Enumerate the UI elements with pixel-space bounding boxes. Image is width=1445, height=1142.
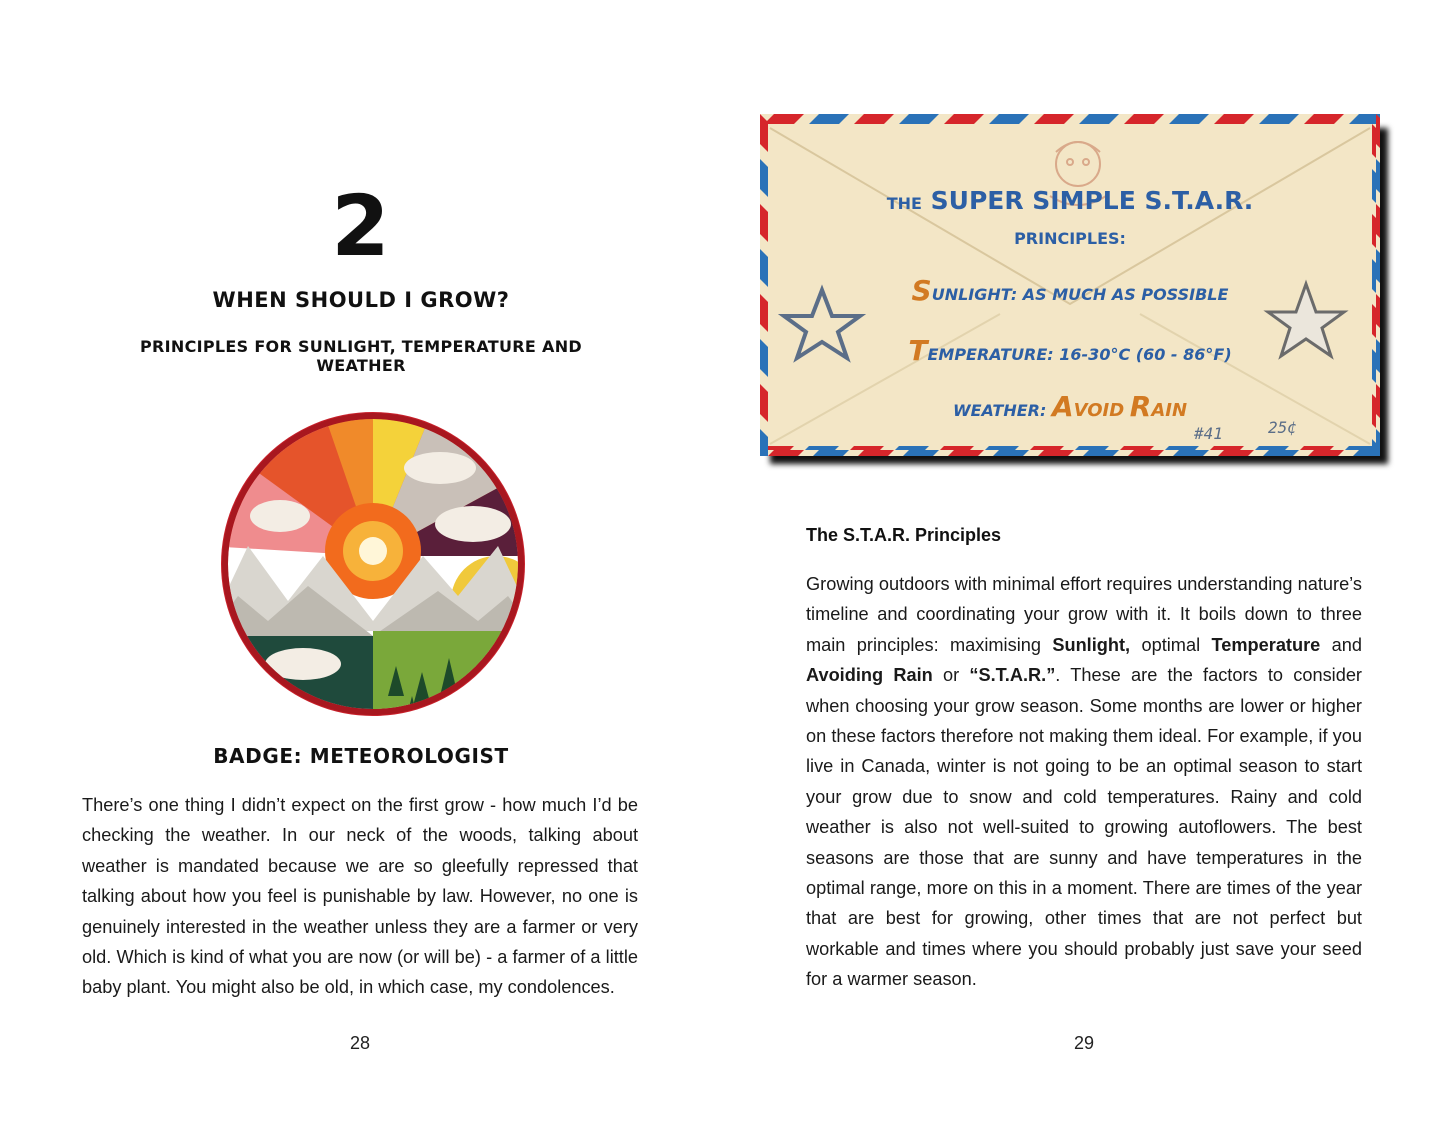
bold-temperature: Temperature [1211, 634, 1321, 655]
body-part-2: optimal [1130, 634, 1212, 655]
envelope-temperature-line [760, 334, 1380, 367]
chapter-title: WHEN SHOULD I GROW? [212, 288, 510, 312]
envelope-sunlight-line [760, 274, 1380, 307]
body-part-5: . These are the factors to consider when choosing your grow season. Some months are lower or higher on these factors therefore not making them ideal. For example, if you live in Canada, winter is not going to be an optimal season to start your grow due to snow and cold temperatures. Rainy and cold weather is also not well-suited to growing autoflowers. The best seasons are those that are sunny and have temperatures in the optimal range, more on this in a moment. There are times of the year that are best for growing, other times that are not perfect but workable and times where you should probably just save your seed for a warmer season. [806, 665, 1362, 990]
temperature-text: EMPERATURE: 16-30°C (60 - 86°F) [927, 345, 1232, 364]
envelope-title [760, 186, 1380, 215]
chapter-number: 2 [331, 177, 391, 275]
badge-heading: BADGE: METEOROLOGIST [213, 744, 509, 768]
sunlight-text: UNLIGHT: AS MUCH AS POSSIBLE [931, 285, 1229, 304]
rain-text: AIN [1151, 400, 1188, 421]
weather-label: WEATHER: [952, 401, 1047, 420]
body-part-4: or [932, 665, 970, 686]
bold-star: “S.T.A.R.” [969, 665, 1056, 686]
body-part-3: and [1320, 634, 1362, 655]
envelope-title-small: THE [886, 194, 922, 213]
avoid-initial: A [1051, 390, 1074, 423]
right-body-text [806, 569, 1362, 995]
airmail-envelope [760, 114, 1380, 456]
sunlight-initial: S [911, 274, 932, 307]
envelope-principles: PRINCIPLES: [1014, 229, 1126, 248]
avoid-text: VOID [1073, 400, 1125, 421]
left-body-text: There’s one thing I didn’t expect on the first grow - how much I’d be checking the weather. In our neck of the woods, talking about weather is mandated because we are so gleefully repressed that talking about how you feel is punishable by law. However, no one is genuinely interested in the weather unless they are a farmer or very old. Which is kind of what you are now (or will be) - a farmer of a little baby plant. You might also be old, in which case, my condolences. [82, 795, 638, 998]
meteorologist-badge-image [208, 396, 538, 726]
bold-avoiding-rain: Avoiding Rain [806, 665, 933, 686]
star-envelope-graphic [760, 114, 1384, 460]
handwriting-number: #41 [1194, 424, 1223, 443]
chapter-subtitle: PRINCIPLES FOR SUNLIGHT, TEMPERATURE AND WEATHER [140, 337, 582, 375]
page-number-right: 29 [1073, 1033, 1095, 1053]
right-page [722, 0, 1445, 1142]
bold-sunlight: Sunlight, [1052, 634, 1131, 655]
page-number-left: 28 [349, 1033, 371, 1053]
handwriting-price: 25¢ [1268, 418, 1297, 437]
envelope-title-main: SUPER SIMPLE S.T.A.R. [930, 186, 1254, 215]
rain-initial: R [1129, 390, 1152, 423]
section-heading: The S.T.A.R. Principles [806, 525, 1002, 545]
left-page [0, 0, 722, 1142]
temperature-initial: T [908, 334, 928, 367]
body-part-1: Growing outdoors with minimal effort requires understanding nature’s timeline and coordinating your grow with it. It boils down to three main principles: maximising [806, 574, 1362, 655]
